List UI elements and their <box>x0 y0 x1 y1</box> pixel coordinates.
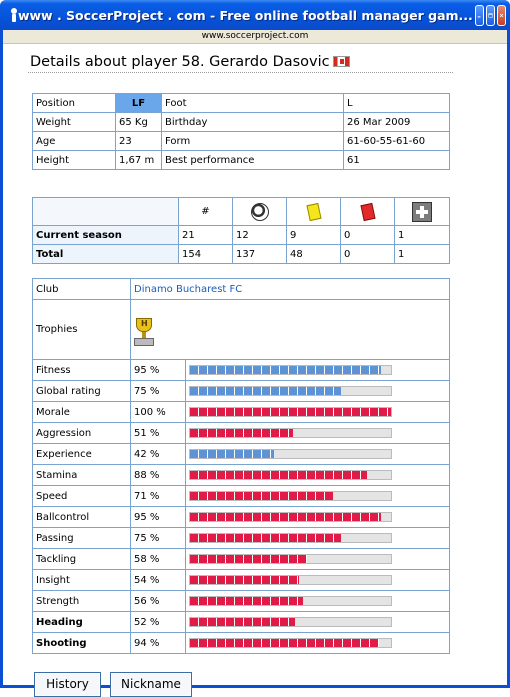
skill-row <box>33 381 450 402</box>
stats-row-label: Total <box>33 245 179 264</box>
skill-name: Global rating <box>33 381 131 402</box>
stats-cell: 0 <box>341 245 395 264</box>
skill-name: Passing <box>33 528 131 549</box>
canada-flag-icon <box>333 56 350 67</box>
skill-bar-cell <box>186 591 450 612</box>
skill-progress-bar <box>189 512 392 522</box>
skill-value: 75 % <box>131 528 186 549</box>
skill-value: 71 % <box>131 486 186 507</box>
trophy-icon[interactable] <box>133 318 155 348</box>
skill-progress-bar <box>189 596 392 606</box>
skill-progress-fill <box>190 366 381 374</box>
skill-row <box>33 591 450 612</box>
skill-row <box>33 570 450 591</box>
info-value: 26 Mar 2009 <box>344 113 450 132</box>
skill-name: Experience <box>33 444 131 465</box>
skill-bar-cell <box>186 633 450 654</box>
skill-value: 56 % <box>131 591 186 612</box>
skill-bar-cell <box>186 402 450 423</box>
stats-cell: 0 <box>341 226 395 245</box>
nickname-button[interactable]: Nickname <box>110 672 192 697</box>
stats-cell: 137 <box>233 245 287 264</box>
skill-bar-cell <box>186 444 450 465</box>
skill-value: 42 % <box>131 444 186 465</box>
info-value: LF <box>116 94 162 113</box>
skill-value: 51 % <box>131 423 186 444</box>
history-button[interactable]: History <box>34 672 101 697</box>
maximize-icon <box>487 6 494 25</box>
skill-bar-cell <box>186 507 450 528</box>
skill-value: 100 % <box>131 402 186 423</box>
address-bar: www.soccerproject.com <box>3 30 507 44</box>
player-details <box>28 44 453 73</box>
skill-name: Ballcontrol <box>33 507 131 528</box>
skill-bar-cell <box>186 360 450 381</box>
skill-progress-bar <box>189 491 392 501</box>
skill-progress-fill <box>190 534 341 542</box>
skill-row <box>33 402 450 423</box>
stats-header-injury <box>395 198 450 226</box>
skill-name: Morale <box>33 402 131 423</box>
skill-bar-cell <box>186 423 450 444</box>
stats-header-corner <box>33 198 179 226</box>
skill-bar-cell <box>186 486 450 507</box>
stats-header-row <box>33 198 450 226</box>
window-title: www . SoccerProject . com - Free online football manager gam... <box>17 7 473 23</box>
skill-name: Tackling <box>33 549 131 570</box>
skill-progress-bar <box>189 428 392 438</box>
stats-cell: 48 <box>287 245 341 264</box>
info-value: 61 <box>344 151 450 170</box>
player-info-table <box>32 93 450 170</box>
skill-row <box>33 423 450 444</box>
skill-row <box>33 549 450 570</box>
skill-row <box>33 465 450 486</box>
skill-value: 88 % <box>131 465 186 486</box>
info-label: Foot <box>162 94 344 113</box>
skill-progress-bar <box>189 617 392 627</box>
skill-name: Speed <box>33 486 131 507</box>
skill-value: 95 % <box>131 507 186 528</box>
skill-progress-fill <box>190 639 379 647</box>
club-link[interactable]: Dinamo Bucharest FC <box>134 283 243 295</box>
skill-name: Strength <box>33 591 131 612</box>
skill-row <box>33 528 450 549</box>
club-value <box>131 279 450 300</box>
info-label: Birthday <box>162 113 344 132</box>
info-row <box>33 94 450 113</box>
trophies-label: Trophies <box>33 300 131 360</box>
skill-progress-bar <box>189 575 392 585</box>
title-bar[interactable] <box>0 0 510 30</box>
stats-cell: 1 <box>395 226 450 245</box>
info-label: Height <box>33 151 116 170</box>
close-button[interactable] <box>497 5 506 26</box>
skill-progress-fill <box>190 408 391 416</box>
info-value: L <box>344 94 450 113</box>
skill-progress-bar <box>189 554 392 564</box>
skill-progress-bar <box>189 449 392 459</box>
info-label: Form <box>162 132 344 151</box>
skill-value: 94 % <box>131 633 186 654</box>
skill-progress-bar <box>189 533 392 543</box>
skill-bar-cell <box>186 528 450 549</box>
trophies-cell <box>131 300 450 360</box>
club-row <box>33 279 450 300</box>
skill-row <box>33 507 450 528</box>
maximize-button[interactable] <box>486 5 495 26</box>
stats-cell: 154 <box>179 245 233 264</box>
red-card-icon <box>360 202 375 220</box>
stats-cell: 21 <box>179 226 233 245</box>
skill-progress-fill <box>190 513 381 521</box>
minimize-icon <box>476 6 483 25</box>
info-value: 61-60-55-61-60 <box>344 132 450 151</box>
info-label: Best performance <box>162 151 344 170</box>
skill-value: 75 % <box>131 381 186 402</box>
info-label: Position <box>33 94 116 113</box>
skill-progress-fill <box>190 429 293 437</box>
skill-progress-fill <box>190 597 303 605</box>
skill-row <box>33 612 450 633</box>
minimize-button[interactable] <box>475 5 484 26</box>
soccerproject-app-icon <box>6 7 12 23</box>
skill-progress-fill <box>190 471 367 479</box>
skill-progress-bar <box>189 470 392 480</box>
skill-progress-fill <box>190 576 299 584</box>
skill-progress-bar <box>189 638 392 648</box>
skill-name: Insight <box>33 570 131 591</box>
page-title-text: Details about player 58. Gerardo Dasovic <box>30 53 330 70</box>
skill-bar-cell <box>186 570 450 591</box>
skill-value: 58 % <box>131 549 186 570</box>
skill-bar-cell <box>186 465 450 486</box>
skill-progress-bar <box>189 386 392 396</box>
stats-cell: 1 <box>395 245 450 264</box>
skill-progress-bar <box>189 407 392 417</box>
skill-value: 54 % <box>131 570 186 591</box>
close-icon <box>498 6 505 25</box>
club-label: Club <box>33 279 131 300</box>
player-skills-table <box>32 278 450 654</box>
skill-row <box>33 444 450 465</box>
stats-header-goals <box>233 198 287 226</box>
skill-name: Heading <box>33 612 131 633</box>
skill-progress-fill <box>190 492 333 500</box>
stats-row-label: Current season <box>33 226 179 245</box>
stats-cell: 12 <box>233 226 287 245</box>
skill-progress-fill <box>190 450 274 458</box>
skill-bar-cell <box>186 549 450 570</box>
skill-name: Aggression <box>33 423 131 444</box>
info-value: 23 <box>116 132 162 151</box>
skill-name: Shooting <box>33 633 131 654</box>
info-row <box>33 132 450 151</box>
info-label: Weight <box>33 113 116 132</box>
stats-row-current <box>33 226 450 245</box>
info-row <box>33 113 450 132</box>
yellow-card-icon <box>306 202 321 220</box>
skill-bar-cell <box>186 612 450 633</box>
injury-icon <box>412 202 432 222</box>
info-value: 1,67 m <box>116 151 162 170</box>
stats-header-matches: # <box>179 198 233 226</box>
stats-header-red <box>341 198 395 226</box>
skill-progress-fill <box>190 618 295 626</box>
skill-progress-fill <box>190 387 341 395</box>
info-value: 65 Kg <box>116 113 162 132</box>
goals-icon <box>251 203 269 221</box>
stats-cell: 9 <box>287 226 341 245</box>
skill-progress-bar <box>189 365 392 375</box>
skill-row <box>33 486 450 507</box>
info-label: Age <box>33 132 116 151</box>
trophies-row <box>33 300 450 360</box>
skill-name: Fitness <box>33 360 131 381</box>
info-row <box>33 151 450 170</box>
skill-value: 95 % <box>131 360 186 381</box>
stats-row-total <box>33 245 450 264</box>
skill-name: Stamina <box>33 465 131 486</box>
client-area <box>3 30 507 691</box>
skill-progress-fill <box>190 555 307 563</box>
player-stats-table <box>32 197 450 264</box>
skill-value: 52 % <box>131 612 186 633</box>
page-title <box>28 51 453 73</box>
stats-header-yellow <box>287 198 341 226</box>
skill-row <box>33 360 450 381</box>
skill-row <box>33 633 450 654</box>
skill-bar-cell <box>186 381 450 402</box>
